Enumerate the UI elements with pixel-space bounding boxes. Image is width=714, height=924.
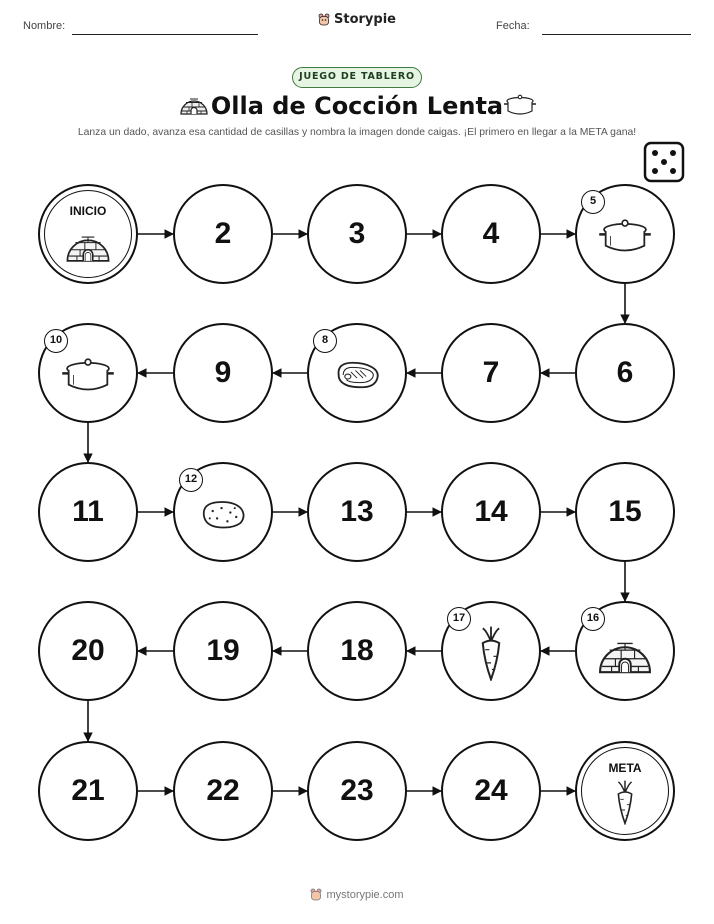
- board-space-24: [441, 741, 541, 841]
- board-space-11: [38, 462, 138, 562]
- space-number: 6: [616, 356, 634, 389]
- carrot-icon: [476, 625, 506, 685]
- category-badge: JUEGO DE TABLERO: [292, 67, 422, 88]
- board-space-12: [173, 462, 273, 562]
- start-space: [38, 184, 138, 284]
- board-space-8: [307, 323, 407, 423]
- space-number: 18: [340, 634, 374, 667]
- finish-space: [575, 741, 675, 841]
- board-space-18: [307, 601, 407, 701]
- board-space-22: [173, 741, 273, 841]
- board-space-14: [441, 462, 541, 562]
- space-number: 20: [71, 634, 105, 667]
- space-number: 7: [482, 356, 500, 389]
- space-number: 14: [474, 495, 508, 528]
- igloo-icon: [595, 630, 655, 680]
- board-space-21: [38, 741, 138, 841]
- pot-icon: [59, 354, 117, 400]
- board-space-4: [441, 184, 541, 284]
- space-number: 15: [608, 495, 642, 528]
- space-number: 19: [206, 634, 240, 667]
- name-label: Nombre:: [23, 20, 66, 32]
- space-number: 22: [206, 774, 240, 807]
- brand-name: Storypie: [334, 12, 396, 27]
- storypie-logo-icon: [310, 888, 322, 901]
- board-space-19: [173, 601, 273, 701]
- board-space-17: [441, 601, 541, 701]
- space-number: 4: [482, 217, 500, 250]
- board-space-16: [575, 601, 675, 701]
- board-space-6: [575, 323, 675, 423]
- board-space-5: [575, 184, 675, 284]
- board-space-7: [441, 323, 541, 423]
- pot-icon: [596, 215, 654, 261]
- space-number: 5: [581, 190, 605, 214]
- start-label: INICIO: [69, 204, 107, 218]
- space-number: 17: [447, 607, 471, 631]
- space-number: 21: [71, 774, 105, 807]
- space-number: 8: [313, 329, 337, 353]
- page-title: Olla de Cocción Lenta: [210, 92, 504, 120]
- instructions-text: Lanza un dado, avanza esa cantidad de casillas y nombra la imagen donde caigas. ¡El primero en llegar a la META gana!: [77, 127, 637, 138]
- space-number: 2: [214, 217, 232, 250]
- carrot-icon: [613, 779, 637, 829]
- footer-url: mystorypie.com: [326, 888, 404, 901]
- space-number: 12: [179, 468, 203, 492]
- footer: [0, 888, 714, 904]
- board-space-13: [307, 462, 407, 562]
- steak-icon: [331, 355, 383, 399]
- space-number: 9: [214, 356, 232, 389]
- space-number: 16: [581, 607, 605, 631]
- board-space-10: [38, 323, 138, 423]
- board-space-2: [173, 184, 273, 284]
- space-number: 11: [72, 495, 104, 528]
- board-space-3: [307, 184, 407, 284]
- board-space-9: [173, 323, 273, 423]
- date-label: Fecha:: [496, 20, 530, 32]
- space-number: 24: [474, 774, 508, 807]
- board-space-15: [575, 462, 675, 562]
- igloo-icon: [64, 226, 112, 268]
- potato-icon: [198, 496, 248, 536]
- finish-label: META: [608, 761, 642, 775]
- space-number: 23: [340, 774, 374, 807]
- space-number: 3: [348, 217, 366, 250]
- board-space-20: [38, 601, 138, 701]
- space-number: 10: [44, 329, 68, 353]
- board-space-23: [307, 741, 407, 841]
- space-number: 13: [340, 495, 374, 528]
